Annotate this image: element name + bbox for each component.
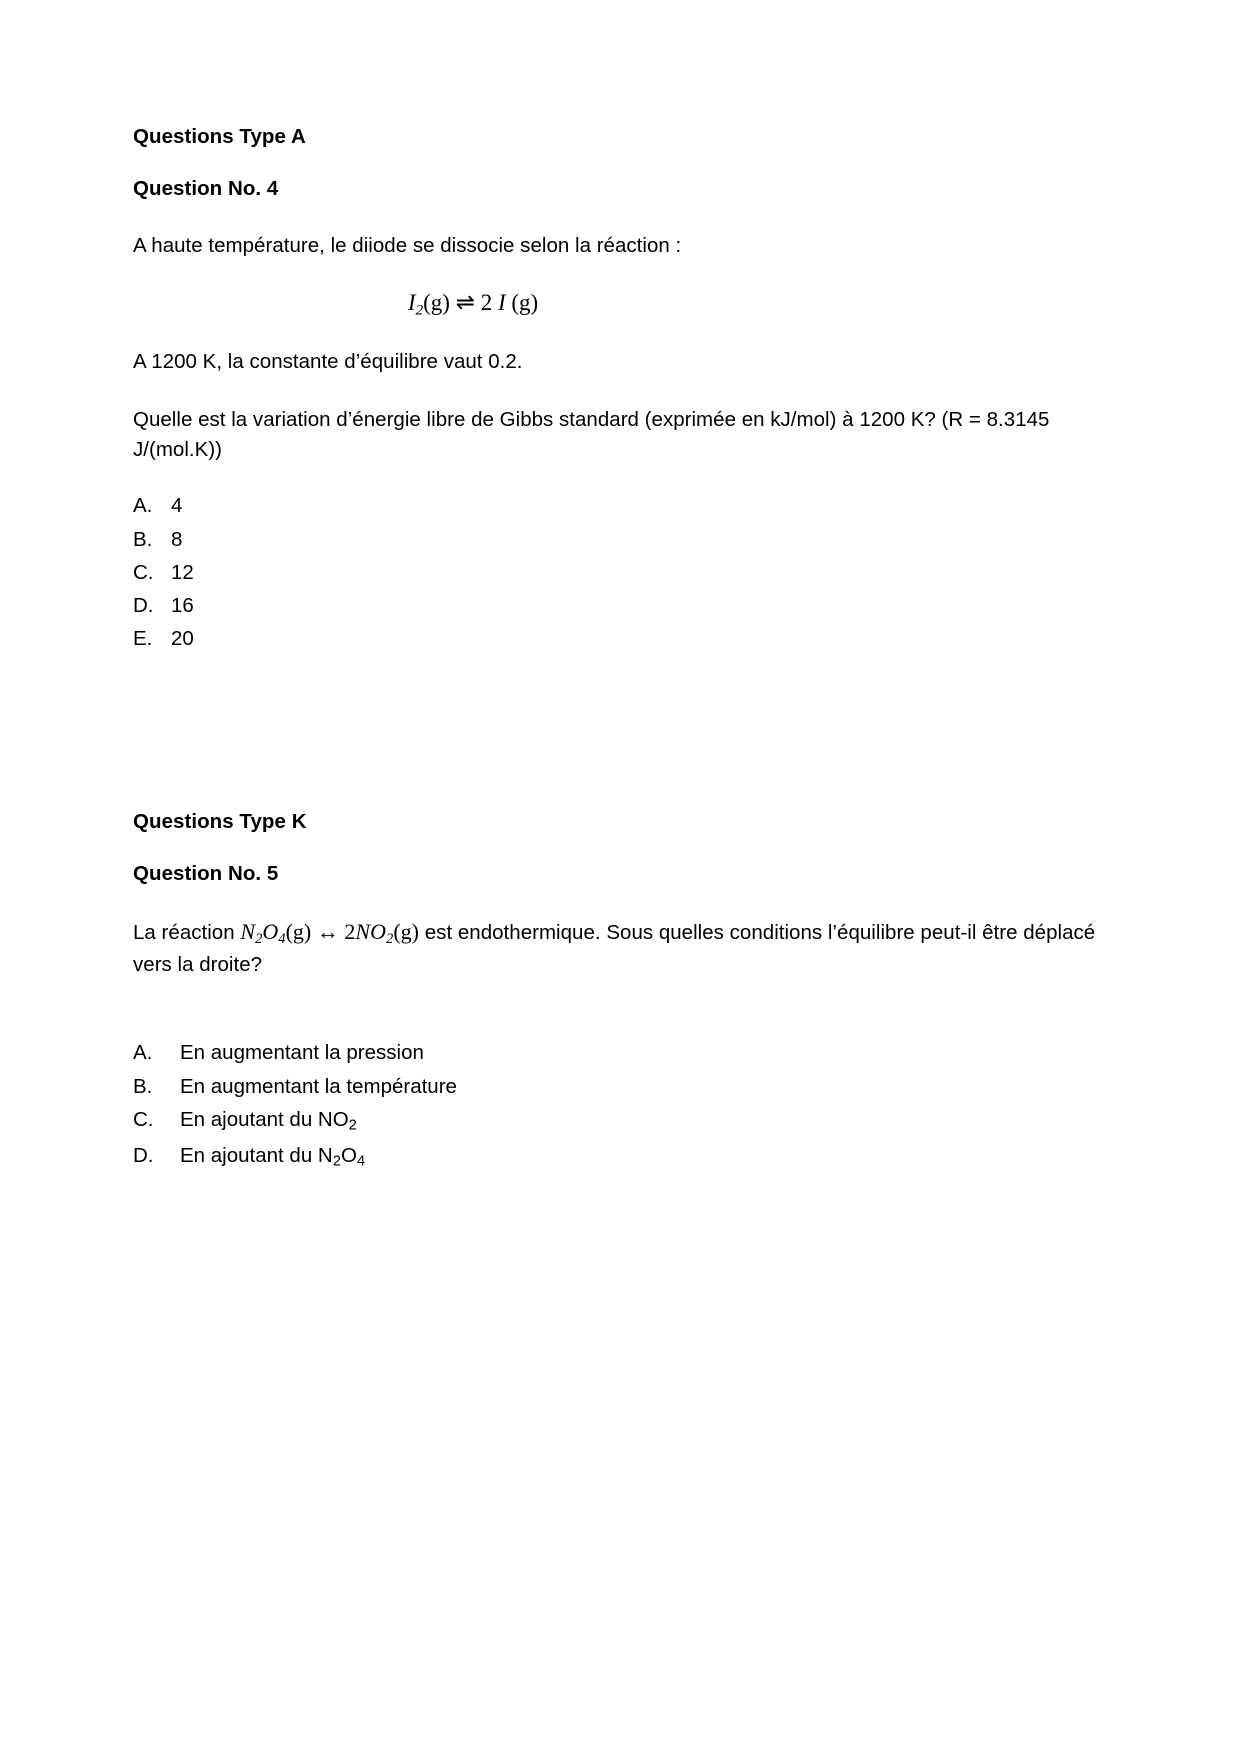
option-item[interactable] (133, 526, 1113, 553)
question-heading-4: Question No. 4 (133, 177, 279, 200)
section-type-k (133, 809, 1113, 1173)
option-marker: A. (133, 494, 153, 518)
option-formula-sub: 2 (332, 1153, 341, 1170)
inline-equation-operator-icon: ↔ (316, 918, 339, 944)
option-text-n2o4: En ajoutant du $N_2O_4$ (180, 1144, 366, 1170)
option-marker: E. (133, 627, 153, 651)
equation-left-species: I (407, 289, 416, 315)
option-marker: C. (133, 1107, 154, 1131)
option-item[interactable] (133, 559, 1113, 586)
option-formula-sub: 2 (348, 1117, 357, 1134)
option-text: 12 (171, 560, 194, 584)
option-text: En augmentant la pression (180, 1041, 424, 1065)
option-item[interactable] (133, 625, 1113, 652)
inline-product-sub: 2 (386, 930, 394, 947)
inline-reactant-n-sub: 2 (255, 930, 263, 947)
question-5-suffix: est endothermique. Sous quelles conditions l’équilibre peut-il être déplacé vers la droite? (133, 920, 1096, 976)
question-4-options (133, 492, 1113, 652)
inline-reactant-o: O (262, 918, 279, 944)
option-item[interactable] (133, 592, 1113, 619)
option-text: 4 (171, 494, 183, 518)
section-heading-type-k: Questions Type K (133, 809, 307, 833)
option-marker: D. (133, 594, 154, 618)
equation-iodine-dissociation (133, 289, 1113, 319)
section-type-a (133, 124, 1113, 653)
option-item[interactable] (133, 492, 1113, 519)
inline-product-state: (g) (393, 918, 420, 944)
option-marker: D. (133, 1144, 154, 1168)
option-formula-base: N (317, 1144, 333, 1168)
inline-equation-n2o4 (240, 918, 420, 947)
document-content (133, 124, 1113, 1179)
equation-right-coefficient: 2 (480, 289, 493, 315)
equation-right-species: I (497, 289, 506, 315)
option-text: 16 (171, 594, 194, 618)
option-formula-base: NO (317, 1107, 349, 1131)
inline-product-coefficient: 2 (344, 918, 356, 944)
equation-right-state: (g) (511, 289, 539, 315)
option-text-no2: En ajoutant du $NO_2$ (180, 1107, 357, 1134)
question-4-statement: A 1200 K, la constante d’équilibre vaut 0.2. (133, 350, 523, 374)
option-text: En augmentant la température (180, 1074, 457, 1098)
inline-reactant-n: N (240, 918, 256, 944)
question-5-prompt (133, 916, 1113, 980)
option-item[interactable] (133, 1073, 1113, 1100)
equation-left-state: (g) (423, 289, 450, 315)
option-item[interactable] (133, 1142, 1113, 1172)
question-5-prefix: La réaction (133, 920, 241, 944)
option-item[interactable] (133, 1106, 1113, 1136)
equation-operator-icon: ⇌ (455, 289, 475, 315)
inline-product-n: N (355, 918, 371, 944)
equation-left-subscript: 2 (415, 300, 424, 318)
option-formula-sub-2: 4 (356, 1153, 366, 1170)
inline-reactant-o-sub: 4 (278, 930, 286, 947)
option-text: 20 (171, 627, 194, 651)
question-heading-5: Question No. 5 (133, 861, 279, 885)
option-item[interactable] (133, 1039, 1113, 1066)
inline-product-o: O (370, 918, 387, 944)
option-marker: A. (133, 1041, 153, 1065)
section-spacer (133, 659, 1113, 809)
option-marker: B. (133, 527, 153, 551)
section-heading-type-a: Questions Type A (133, 125, 306, 148)
option-text: 8 (171, 527, 183, 551)
option-marker: C. (133, 560, 154, 584)
question-5-options (133, 1039, 1113, 1172)
option-marker: B. (133, 1074, 153, 1098)
question-4-prompt: Quelle est la variation d’énergie libre de Gibbs standard (exprimée en kJ/mol) à 1200 K? (R = 8.3145 J/(mol.K)) (133, 407, 1050, 461)
question-4-intro: A haute température, le diiode se dissocie selon la réaction : (133, 234, 682, 257)
options-spacer (133, 1003, 1113, 1039)
inline-reactant-state: (g) (285, 918, 312, 944)
